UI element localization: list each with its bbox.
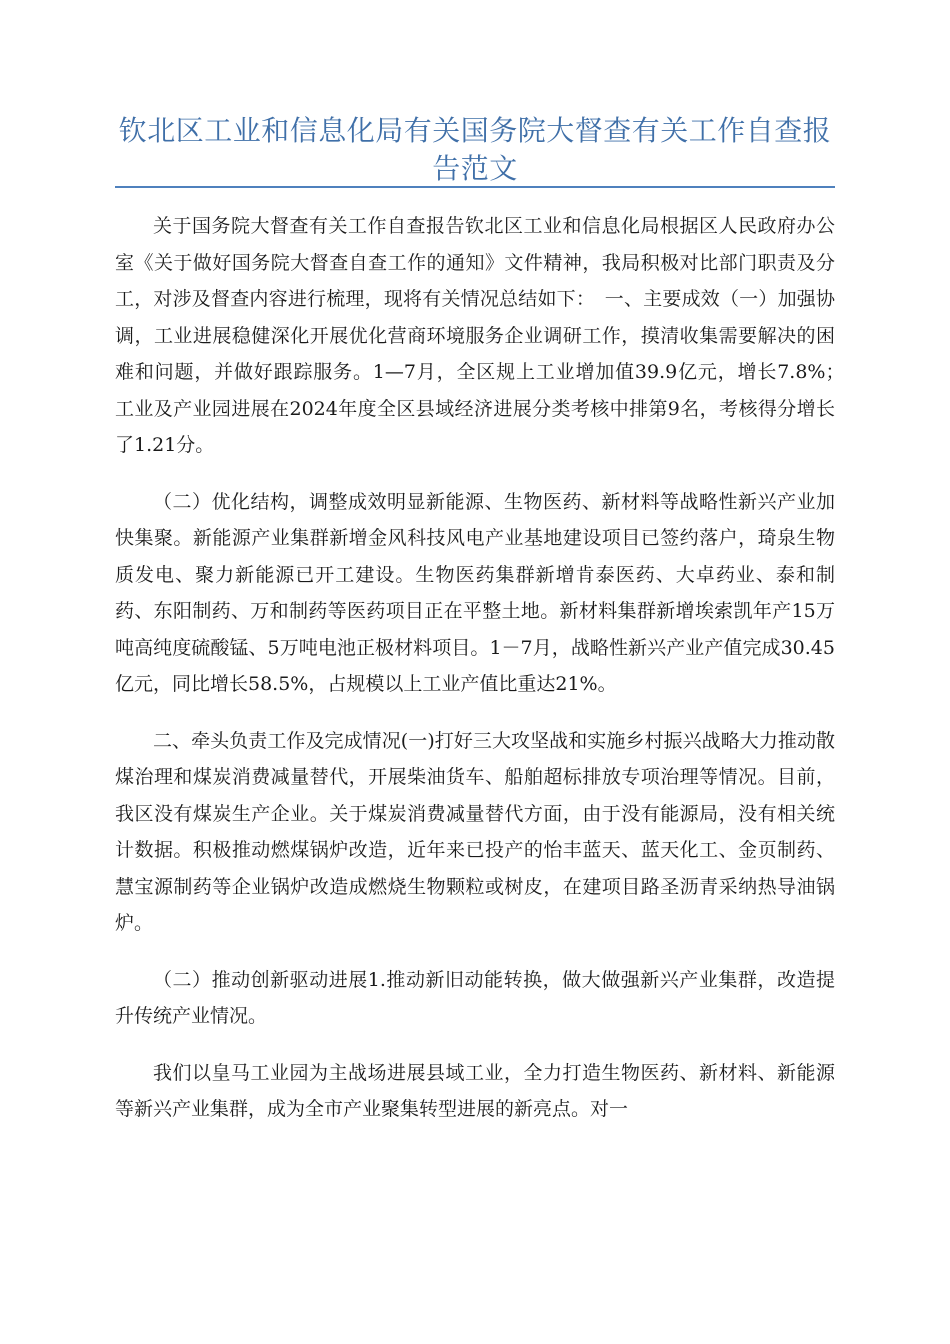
title-divider: [115, 186, 835, 188]
paragraph-lead-responsibility: 二、牵头负责工作及完成情况(一)打好三大攻坚战和实施乡村振兴战略大力推动散煤治理和煤炭消费减量替代，开展柴油货车、船舶超标排放专项治理等情况。目前，我区没有煤炭生产企业。关于煤炭消费减量替代方面，由于没有能源局，没有相关统计数据。积极推动燃煤锅炉改造，近年来已投产的怡丰蓝天、蓝天化工、金页制药、慧宝源制药等企业锅炉改造成燃烧生物颗粒或树皮，在建项目路圣沥青采纳热导油锅炉。: [115, 729, 835, 934]
paragraph-innovation-driven: （二）推动创新驱动进展1.推动新旧动能转换，做大做强新兴产业集群，改造提升传统产业情况。: [115, 968, 835, 1027]
paragraph-optimize-structure: （二）优化结构，调整成效明显新能源、生物医药、新材料等战略性新兴产业加快集聚。新能源产业集群新增金风科技风电产业基地建设项目已签约落户，琦泉生物质发电、聚力新能源已开工建设。生物医药集群新增肯泰医药、大卓药业、泰和制药、东阳制药、万和制药等医药项目正在平整土地。新材料集群新增埃索凯年产15万吨高纯度硫酸锰、5万吨电池正极材料项目。1－7月，战略性新兴产业产值完成30.45亿元，同比增长58.5%，占规模以上工业产值比重达21%。: [115, 490, 835, 695]
document-body: [115, 208, 855, 1148]
paragraph-industrial-park: 我们以皇马工业园为主战场进展县域工业，全力打造生物医药、新材料、新能源等新兴产业集群，成为全市产业聚集转型进展的新亮点。对一: [115, 1061, 835, 1120]
document-title: 钦北区工业和信息化局有关国务院大督查有关工作自查报告范文: [118, 114, 832, 185]
paragraph-intro: 关于国务院大督查有关工作自查报告钦北区工业和信息化局根据区人民政府办公室《关于做好国务院大督查自查工作的通知》文件精神，我局积极对比部门职责及分工，对涉及督查内容进行梳理，现将有关情况总结如下： 一、主要成效（一）加强协调，工业进展稳健深化开展优化营商环境服务企业调研工作，摸清收集需要解决的困难和问题，并做好跟踪服务。1—7月，全区规上工业增加值39.9亿元，增长7.8%； 工业及产业园进展在2024年度全区县域经济进展分类考核中排第9名，考核得分增长了1.21分。: [115, 215, 855, 456]
